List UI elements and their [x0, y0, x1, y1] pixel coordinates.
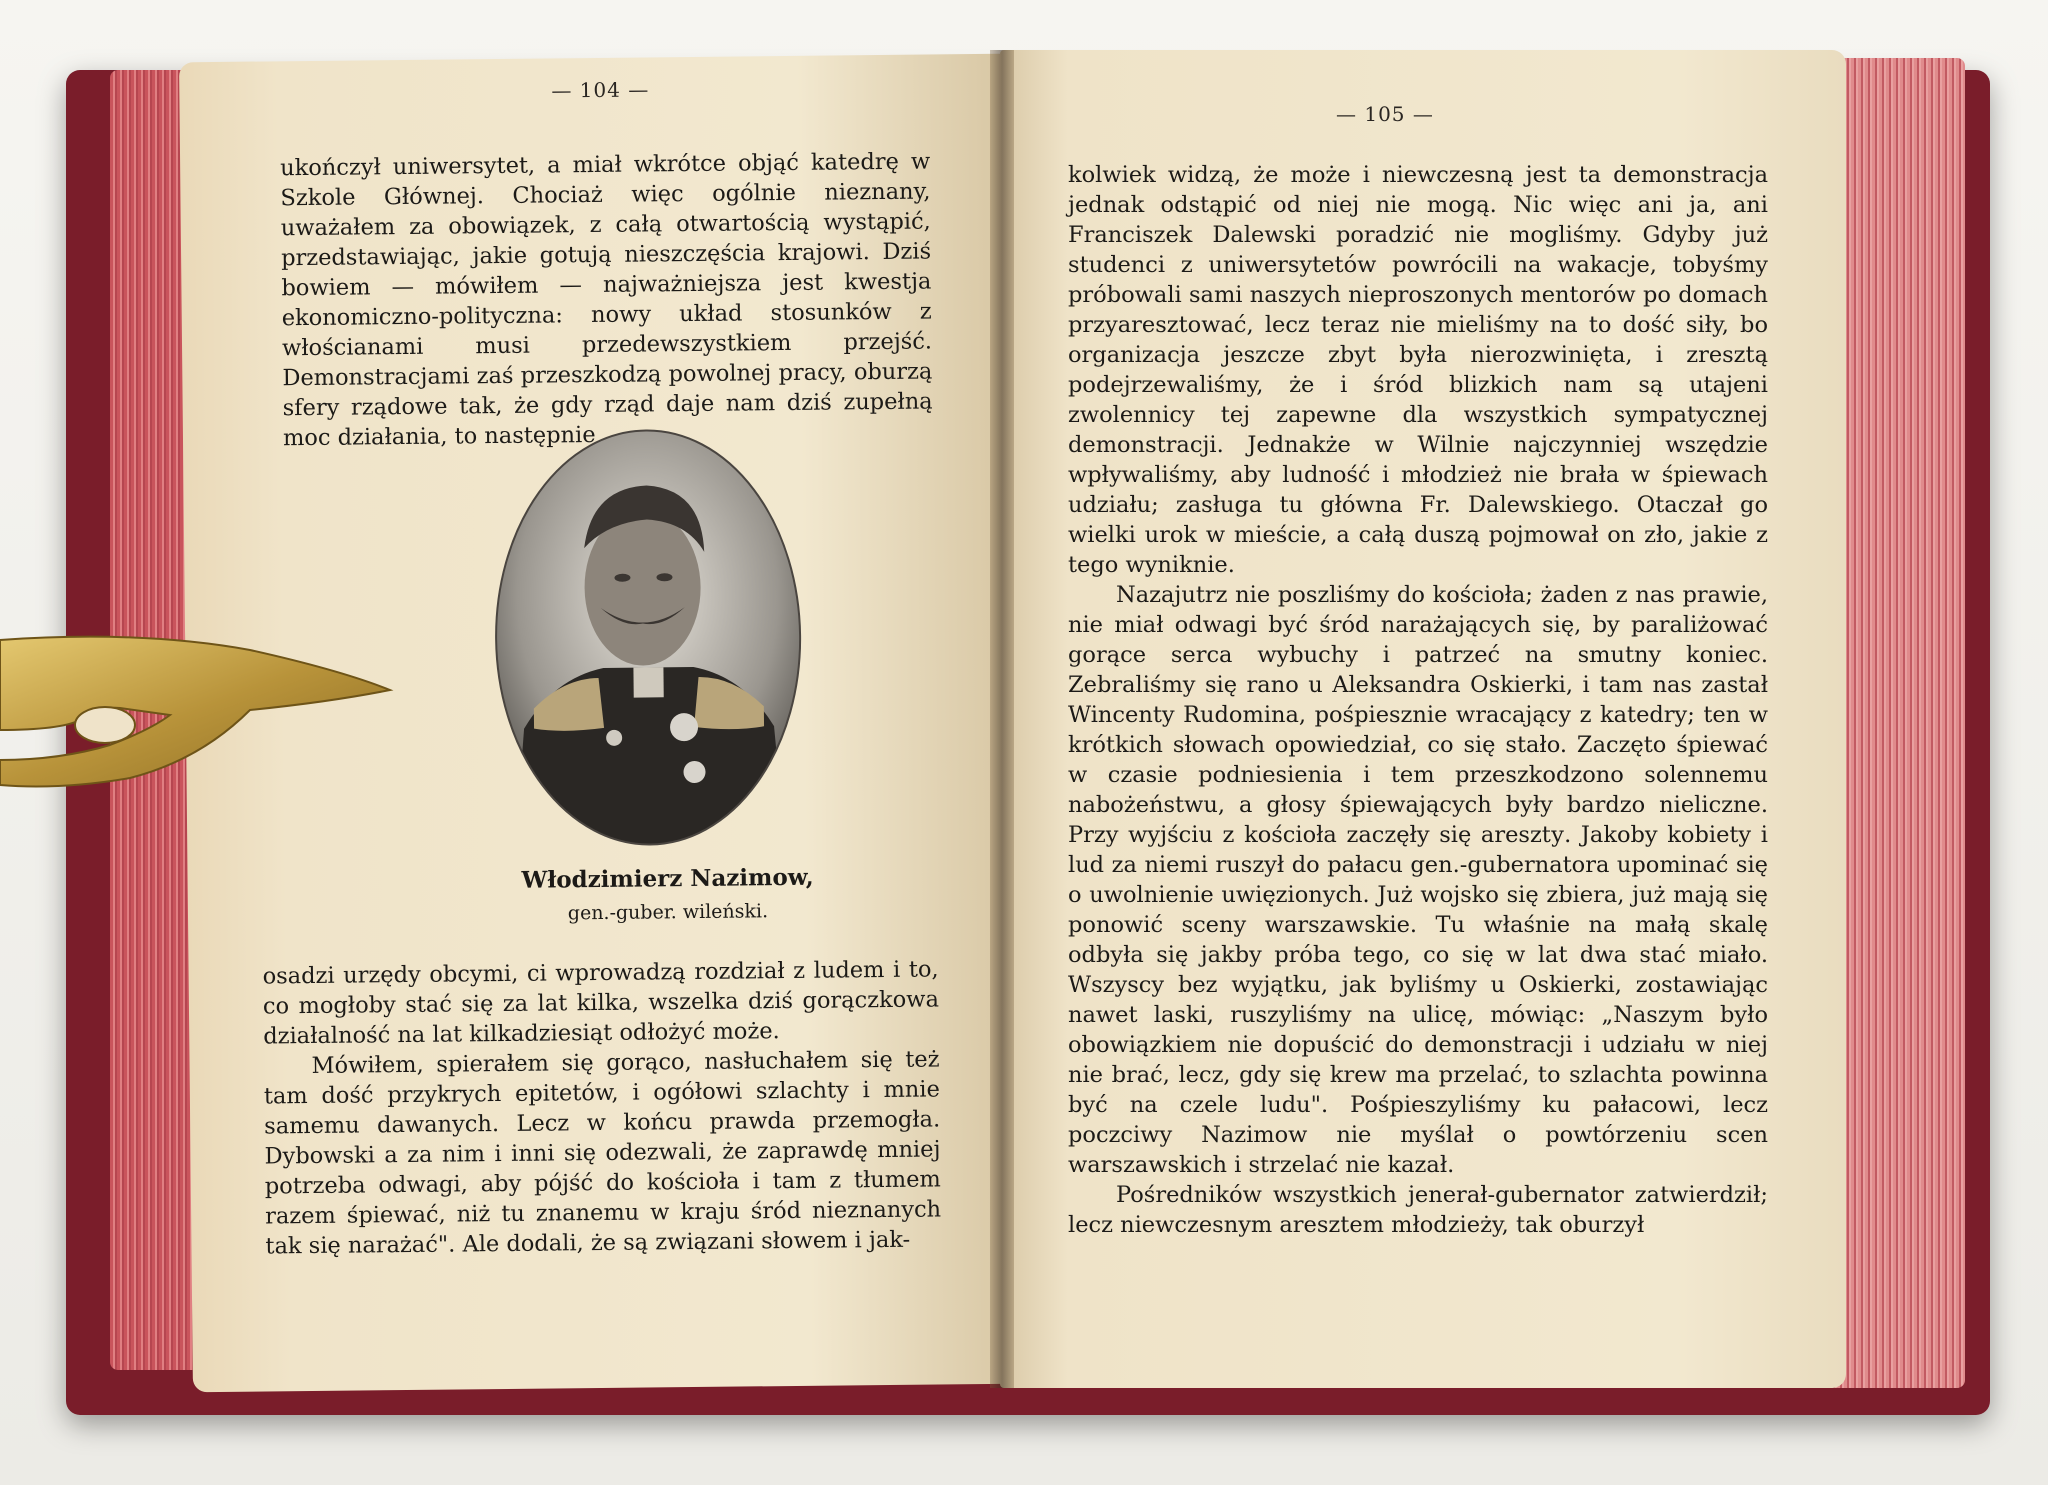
paragraph: Nazajutrz nie poszliśmy do kościoła; żaden z nas prawie, nie miał odwagi być śród narażających się, by paraliżować gorące serca wybuchy i patrzeć na smutny koniec. Zebraliśmy się rano u Aleksandra Oskierki, i tam nas zastał Wincenty Rudomina, pośpiesznie wracający z katedry; ten w krótkich słowach opowiedział, co się stało. Zaczęto śpiewać w czasie podniesienia i tem przeszkodzono solennemu nabożeństwu, a głosy śpiewających były bardzo nieliczne. Przy wyjściu z kościoła zaczęły się aresztу. Jakoby kobiety i lud za niemi ruszył do pałacu gen.-gubernatora upominać się o uwolnienie uwięzionych. Już wojsko się zbiera, już mają się ponowić sceny warszawskie. Tu właśnie na małą skalę odbyła się jakby próba tego, co się w lat dwa stać miało. Wszyscy bez wyjątku, jak byliśmy u Oskierki, zostawiając nawet laski, ruszyliśmy na ulicę, mówiąc: „Naszym było obowiązkiem nie dopuścić do demonstracji i udziału w niej nie brać, lecz, gdy się krew ma przelać, to szlachta powinna być na czele ludu". Pośpieszyliśmy ku pałacowi, lecz poczciwy Nazimow nie myślał o powtórzeniu scen warszawskich i strzelać nie kazał. — [1068, 582, 1768, 1178]
right-page — [1000, 50, 1846, 1388]
page-number-left: — 104 — — [551, 77, 650, 103]
paragraph: Pośredników wszystkich jenerał-gubernator zatwierdził; lecz niewczesnym aresztem młodzieży, tak oburzył — [1068, 1182, 1768, 1238]
portrait-illustration — [491, 426, 805, 849]
portrait-caption-role: gen.-guber. wileński. — [567, 900, 769, 925]
paragraph: osadzi urzędy obcymi, ci wprowadzą rozdział z ludem i to, co mogłoby stać się za lat kilka, wszelka dziś gorączkowa działalność na lat kilkadziesiąt odłożyć może. — [262, 956, 940, 1050]
left-page-bottom-text — [262, 954, 941, 1261]
right-page-text — [1068, 160, 1768, 1240]
book-gutter — [990, 50, 1014, 1388]
paragraph: Mówiłem, spierałem się gorąco, nasłuchałem się też tam dość przykrych epitetów, i ogółowi szlachty i mnie samemu dawanych. Lecz w końcu prawda przemogła. Dybowski a za nim i inni się odezwali, że zaprawdę mniej potrzeba odwagi, aby pójść do kościoła i tam z tłumem razem śpiewać, niż tu znanemu w kraju śród nieznanych tak się narażać". Ale dodali, że są związani słowem i jak- — [263, 1046, 942, 1260]
portrait-caption-name: Włodzimierz Nazimow, — [521, 863, 814, 894]
paragraph: ukończył uniwersytet, a miał wkrótce objąć katedrę w Szkole Głównej. Chociaż więc ogólnie nieznany, uważałem za obowiązek, z całą otwartością wystąpić, przedstawiając, jakie gotują nieszczęścia krajowi. Dziś bowiem — mówiłem — najważniejsza jest kwestja ekonomiczno-polityczna: nowy układ stosunków z włościanami musi przedewszystkiem przejść. Demonstracjami zaś przeszkodzą powolnej pracy, oburzą sfery rządowe tak, że gdy rząd daje nam dziś zupełną moc działania, to następnie — [280, 148, 933, 452]
page-edges-right — [1830, 58, 1965, 1388]
paragraph: kolwiek widzą, że może i niewczesną jest ta demonstracja jednak odstąpić od niej nie mogą. Nic więc ani ja, ani Franciszek Dalewski poradzić nie mogliśmy. Gdyby już studenci z uniwersytetów powrócili na wakacje, tobyśmy próbowali sami naszych nieproszonych mentorów po domach przyaresztować, lecz teraz nie mieliśmy na to dość siły, bo organizacja jeszcze zbyt była nierozwinięta, i zresztą podejrzewaliśmy, że i śród blizkich nam są utajeni zwolennicy tej zapewne dla wszystkich sympatycznej demonstracji. Jednakże w Wilnie najczynniej wszędzie wpływaliśmy, aby ludność i młodzież nie brała w śpiewach udziału; zasługa tu główna Fr. Dalewskiego. Otaczał go wielki urok w mieście, a całą duszą pojmował on zło, jakie z tego wyniknie. — [1068, 162, 1768, 578]
page-number-right: — 105 — — [1336, 102, 1434, 126]
bookmark-blade — [0, 610, 400, 800]
left-page-top-text — [280, 146, 933, 453]
